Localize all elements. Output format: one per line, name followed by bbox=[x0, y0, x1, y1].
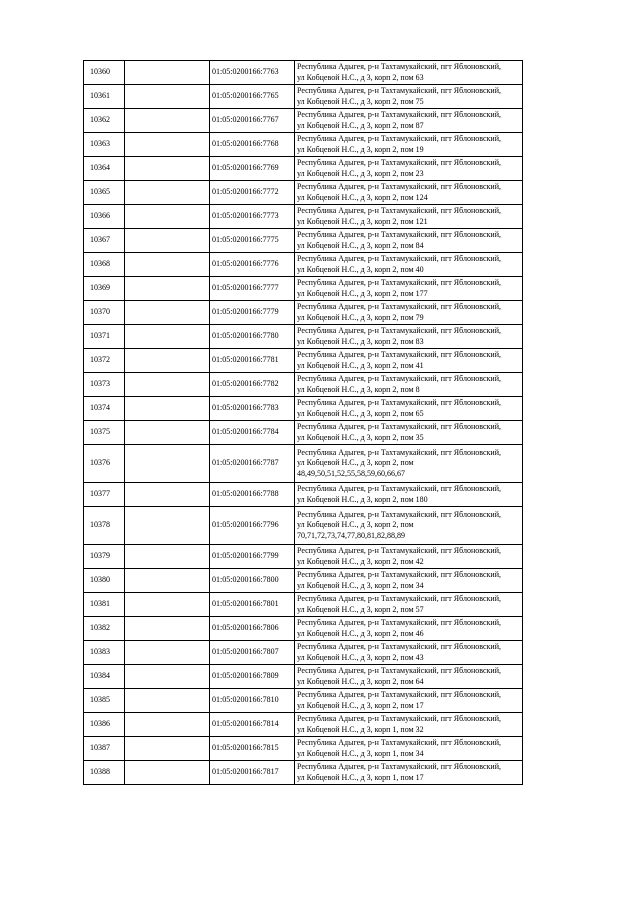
table-body bbox=[84, 61, 523, 785]
address-line: ул Кобцевой Н.С., д 3, корп 2, пом 57 bbox=[297, 604, 424, 614]
table-row bbox=[84, 617, 523, 641]
row-number: 10385 bbox=[84, 689, 125, 713]
empty-cell bbox=[125, 181, 210, 205]
cadastral-number: 01:05:0200166:7783 bbox=[210, 397, 295, 421]
row-number: 10388 bbox=[84, 761, 125, 785]
cadastral-number: 01:05:0200166:7765 bbox=[210, 85, 295, 109]
row-number: 10360 bbox=[84, 61, 125, 85]
row-number: 10363 bbox=[84, 133, 125, 157]
address-line: ул Кобцевой Н.С., д 3, корп 2, пом 23 bbox=[297, 168, 424, 178]
row-number: 10368 bbox=[84, 253, 125, 277]
address-line: ул Кобцевой Н.С., д 3, корп 2, пом 19 bbox=[297, 144, 424, 154]
address-line: ул Кобцевой Н.С., д 3, корп 2, пом bbox=[297, 458, 414, 468]
row-number: 10364 bbox=[84, 157, 125, 181]
row-number: 10367 bbox=[84, 229, 125, 253]
empty-cell bbox=[125, 277, 210, 301]
address-line: ул Кобцевой Н.С., д 3, корп 2, пом bbox=[297, 520, 414, 530]
row-number: 10377 bbox=[84, 483, 125, 507]
address-line: ул Кобцевой Н.С., д 3, корп 2, пом 43 bbox=[297, 652, 424, 662]
table-row bbox=[84, 229, 523, 253]
address-cell bbox=[295, 761, 523, 785]
table-row bbox=[84, 253, 523, 277]
address-cell bbox=[295, 85, 523, 109]
table-row bbox=[84, 483, 523, 507]
row-number: 10373 bbox=[84, 373, 125, 397]
row-number: 10380 bbox=[84, 569, 125, 593]
table-row bbox=[84, 713, 523, 737]
address-cell bbox=[295, 617, 523, 641]
address-line: ул Кобцевой Н.С., д 3, корп 2, пом 41 bbox=[297, 360, 424, 370]
row-number: 10370 bbox=[84, 301, 125, 325]
empty-cell bbox=[125, 507, 210, 545]
address-line: Республика Адыгея, р-н Тахтамукайский, пгт Яблоновский, bbox=[297, 86, 501, 95]
address-line: Республика Адыгея, р-н Тахтамукайский, пгт Яблоновский, bbox=[297, 570, 501, 579]
table-row bbox=[84, 205, 523, 229]
address-line: ул Кобцевой Н.С., д 3, корп 2, пом 177 bbox=[297, 288, 428, 298]
address-cell bbox=[295, 229, 523, 253]
address-cell bbox=[295, 713, 523, 737]
cadastral-number: 01:05:0200166:7809 bbox=[210, 665, 295, 689]
cadastral-number: 01:05:0200166:7784 bbox=[210, 421, 295, 445]
address-line: Республика Адыгея, р-н Тахтамукайский, пгт Яблоновский, bbox=[297, 326, 501, 335]
cadastral-number: 01:05:0200166:7796 bbox=[210, 507, 295, 545]
empty-cell bbox=[125, 761, 210, 785]
cadastral-number: 01:05:0200166:7800 bbox=[210, 569, 295, 593]
address-line: Республика Адыгея, р-н Тахтамукайский, пгт Яблоновский, bbox=[297, 206, 501, 215]
table-row bbox=[84, 109, 523, 133]
address-line: Республика Адыгея, р-н Тахтамукайский, пгт Яблоновский, bbox=[297, 484, 501, 493]
address-line: Республика Адыгея, р-н Тахтамукайский, пгт Яблоновский, bbox=[297, 690, 501, 699]
address-line: ул Кобцевой Н.С., д 3, корп 2, пом 121 bbox=[297, 216, 428, 226]
empty-cell bbox=[125, 373, 210, 397]
address-cell bbox=[295, 373, 523, 397]
row-number: 10372 bbox=[84, 349, 125, 373]
address-line: ул Кобцевой Н.С., д 3, корп 2, пом 8 bbox=[297, 384, 420, 394]
row-number: 10384 bbox=[84, 665, 125, 689]
address-cell bbox=[295, 109, 523, 133]
address-line: Республика Адыгея, р-н Тахтамукайский, пгт Яблоновский, bbox=[297, 738, 501, 747]
address-line: Республика Адыгея, р-н Тахтамукайский, пгт Яблоновский, bbox=[297, 254, 501, 263]
address-line: Республика Адыгея, р-н Тахтамукайский, пгт Яблоновский, bbox=[297, 642, 501, 651]
table-row bbox=[84, 761, 523, 785]
address-cell bbox=[295, 445, 523, 483]
address-line: ул Кобцевой Н.С., д 3, корп 2, пом 87 bbox=[297, 120, 424, 130]
address-line: Республика Адыгея, р-н Тахтамукайский, пгт Яблоновский, bbox=[297, 714, 501, 723]
row-number: 10369 bbox=[84, 277, 125, 301]
cadastral-number: 01:05:0200166:7768 bbox=[210, 133, 295, 157]
address-line: 48,49,50,51,52,55,58,59,60,66,67 bbox=[297, 468, 405, 478]
address-cell bbox=[295, 641, 523, 665]
address-line: Республика Адыгея, р-н Тахтамукайский, пгт Яблоновский, bbox=[297, 278, 501, 287]
empty-cell bbox=[125, 253, 210, 277]
address-cell bbox=[295, 61, 523, 85]
cadastral-number: 01:05:0200166:7817 bbox=[210, 761, 295, 785]
address-line: Республика Адыгея, р-н Тахтамукайский, пгт Яблоновский, bbox=[297, 666, 501, 675]
table-row bbox=[84, 325, 523, 349]
cadastral-number: 01:05:0200166:7776 bbox=[210, 253, 295, 277]
row-number: 10376 bbox=[84, 445, 125, 483]
property-table bbox=[83, 60, 523, 785]
table-row bbox=[84, 593, 523, 617]
address-cell bbox=[295, 181, 523, 205]
address-line: Республика Адыгея, р-н Тахтамукайский, пгт Яблоновский, bbox=[297, 350, 501, 359]
address-line: ул Кобцевой Н.С., д 3, корп 1, пом 17 bbox=[297, 772, 424, 782]
row-number: 10379 bbox=[84, 545, 125, 569]
empty-cell bbox=[125, 569, 210, 593]
row-number: 10365 bbox=[84, 181, 125, 205]
empty-cell bbox=[125, 593, 210, 617]
address-line: ул Кобцевой Н.С., д 3, корп 2, пом 46 bbox=[297, 628, 424, 638]
table-row bbox=[84, 545, 523, 569]
table-row bbox=[84, 569, 523, 593]
address-line: Республика Адыгея, р-н Тахтамукайский, пгт Яблоновский, bbox=[297, 618, 501, 627]
address-line: ул Кобцевой Н.С., д 3, корп 1, пом 34 bbox=[297, 748, 424, 758]
empty-cell bbox=[125, 133, 210, 157]
address-line: ул Кобцевой Н.С., д 3, корп 2, пом 79 bbox=[297, 312, 424, 322]
address-line: Республика Адыгея, р-н Тахтамукайский, пгт Яблоновский, bbox=[297, 447, 501, 457]
empty-cell bbox=[125, 61, 210, 85]
table-row bbox=[84, 445, 523, 483]
row-number: 10378 bbox=[84, 507, 125, 545]
row-number: 10383 bbox=[84, 641, 125, 665]
cadastral-number: 01:05:0200166:7763 bbox=[210, 61, 295, 85]
address-line: ул Кобцевой Н.С., д 3, корп 2, пом 83 bbox=[297, 336, 424, 346]
empty-cell bbox=[125, 665, 210, 689]
cadastral-number: 01:05:0200166:7769 bbox=[210, 157, 295, 181]
address-line: ул Кобцевой Н.С., д 3, корп 2, пом 64 bbox=[297, 676, 424, 686]
address-cell bbox=[295, 133, 523, 157]
table-row bbox=[84, 421, 523, 445]
empty-cell bbox=[125, 325, 210, 349]
address-cell bbox=[295, 349, 523, 373]
row-number: 10387 bbox=[84, 737, 125, 761]
address-line: Республика Адыгея, р-н Тахтамукайский, пгт Яблоновский, bbox=[297, 110, 501, 119]
address-cell bbox=[295, 157, 523, 181]
cadastral-number: 01:05:0200166:7777 bbox=[210, 277, 295, 301]
address-line: ул Кобцевой Н.С., д 3, корп 2, пом 180 bbox=[297, 494, 428, 504]
row-number: 10386 bbox=[84, 713, 125, 737]
empty-cell bbox=[125, 737, 210, 761]
address-line: 70,71,72,73,74,77,80,81,82,88,89 bbox=[297, 530, 405, 540]
table-row bbox=[84, 133, 523, 157]
empty-cell bbox=[125, 617, 210, 641]
address-line: ул Кобцевой Н.С., д 3, корп 1, пом 32 bbox=[297, 724, 424, 734]
empty-cell bbox=[125, 109, 210, 133]
empty-cell bbox=[125, 301, 210, 325]
address-cell bbox=[295, 737, 523, 761]
table-row bbox=[84, 85, 523, 109]
address-line: Республика Адыгея, р-н Тахтамукайский, пгт Яблоновский, bbox=[297, 230, 501, 239]
table-row bbox=[84, 689, 523, 713]
address-line: ул Кобцевой Н.С., д 3, корп 2, пом 63 bbox=[297, 72, 424, 82]
address-line: ул Кобцевой Н.С., д 3, корп 2, пом 65 bbox=[297, 408, 424, 418]
address-cell bbox=[295, 593, 523, 617]
address-line: Республика Адыгея, р-н Тахтамукайский, пгт Яблоновский, bbox=[297, 509, 501, 519]
table-row bbox=[84, 507, 523, 545]
table-row bbox=[84, 349, 523, 373]
address-cell bbox=[295, 507, 523, 545]
address-line: Республика Адыгея, р-н Тахтамукайский, пгт Яблоновский, bbox=[297, 762, 501, 771]
cadastral-number: 01:05:0200166:7767 bbox=[210, 109, 295, 133]
table-row bbox=[84, 61, 523, 85]
empty-cell bbox=[125, 397, 210, 421]
address-line: ул Кобцевой Н.С., д 3, корп 2, пом 75 bbox=[297, 96, 424, 106]
address-line: Республика Адыгея, р-н Тахтамукайский, пгт Яблоновский, bbox=[297, 302, 501, 311]
row-number: 10371 bbox=[84, 325, 125, 349]
table-row bbox=[84, 157, 523, 181]
cadastral-number: 01:05:0200166:7788 bbox=[210, 483, 295, 507]
table-row bbox=[84, 665, 523, 689]
address-line: Республика Адыгея, р-н Тахтамукайский, пгт Яблоновский, bbox=[297, 546, 501, 555]
empty-cell bbox=[125, 445, 210, 483]
cadastral-number: 01:05:0200166:7779 bbox=[210, 301, 295, 325]
address-line: Республика Адыгея, р-н Тахтамукайский, пгт Яблоновский, bbox=[297, 422, 501, 431]
address-line: Республика Адыгея, р-н Тахтамукайский, пгт Яблоновский, bbox=[297, 594, 501, 603]
address-cell bbox=[295, 569, 523, 593]
table-row bbox=[84, 277, 523, 301]
address-line: Республика Адыгея, р-н Тахтамукайский, пгт Яблоновский, bbox=[297, 182, 501, 191]
empty-cell bbox=[125, 689, 210, 713]
empty-cell bbox=[125, 85, 210, 109]
row-number: 10374 bbox=[84, 397, 125, 421]
empty-cell bbox=[125, 545, 210, 569]
empty-cell bbox=[125, 157, 210, 181]
row-number: 10375 bbox=[84, 421, 125, 445]
address-cell bbox=[295, 665, 523, 689]
address-line: Республика Адыгея, р-н Тахтамукайский, пгт Яблоновский, bbox=[297, 374, 501, 383]
table-row bbox=[84, 373, 523, 397]
empty-cell bbox=[125, 229, 210, 253]
cadastral-number: 01:05:0200166:7781 bbox=[210, 349, 295, 373]
table-row bbox=[84, 181, 523, 205]
address-cell bbox=[295, 301, 523, 325]
table-row bbox=[84, 397, 523, 421]
address-line: Республика Адыгея, р-н Тахтамукайский, пгт Яблоновский, bbox=[297, 398, 501, 407]
row-number: 10366 bbox=[84, 205, 125, 229]
cadastral-number: 01:05:0200166:7815 bbox=[210, 737, 295, 761]
empty-cell bbox=[125, 713, 210, 737]
empty-cell bbox=[125, 483, 210, 507]
row-number: 10361 bbox=[84, 85, 125, 109]
cadastral-number: 01:05:0200166:7799 bbox=[210, 545, 295, 569]
address-line: Республика Адыгея, р-н Тахтамукайский, пгт Яблоновский, bbox=[297, 62, 501, 71]
address-line: ул Кобцевой Н.С., д 3, корп 2, пом 35 bbox=[297, 432, 424, 442]
cadastral-number: 01:05:0200166:7810 bbox=[210, 689, 295, 713]
row-number: 10381 bbox=[84, 593, 125, 617]
address-line: ул Кобцевой Н.С., д 3, корп 2, пом 124 bbox=[297, 192, 428, 202]
row-number: 10382 bbox=[84, 617, 125, 641]
address-cell bbox=[295, 421, 523, 445]
cadastral-number: 01:05:0200166:7806 bbox=[210, 617, 295, 641]
address-cell bbox=[295, 325, 523, 349]
cadastral-number: 01:05:0200166:7782 bbox=[210, 373, 295, 397]
address-cell bbox=[295, 205, 523, 229]
row-number: 10362 bbox=[84, 109, 125, 133]
address-cell bbox=[295, 545, 523, 569]
address-cell bbox=[295, 689, 523, 713]
address-line: Республика Адыгея, р-н Тахтамукайский, пгт Яблоновский, bbox=[297, 158, 501, 167]
cadastral-number: 01:05:0200166:7773 bbox=[210, 205, 295, 229]
table-row bbox=[84, 301, 523, 325]
address-line: ул Кобцевой Н.С., д 3, корп 2, пом 42 bbox=[297, 556, 424, 566]
address-line: ул Кобцевой Н.С., д 3, корп 2, пом 17 bbox=[297, 700, 424, 710]
empty-cell bbox=[125, 205, 210, 229]
address-cell bbox=[295, 483, 523, 507]
cadastral-number: 01:05:0200166:7780 bbox=[210, 325, 295, 349]
empty-cell bbox=[125, 641, 210, 665]
address-line: ул Кобцевой Н.С., д 3, корп 2, пом 84 bbox=[297, 240, 424, 250]
cadastral-number: 01:05:0200166:7807 bbox=[210, 641, 295, 665]
cadastral-number: 01:05:0200166:7801 bbox=[210, 593, 295, 617]
address-line: ул Кобцевой Н.С., д 3, корп 2, пом 34 bbox=[297, 580, 424, 590]
address-cell bbox=[295, 277, 523, 301]
table-row bbox=[84, 737, 523, 761]
address-line: ул Кобцевой Н.С., д 3, корп 2, пом 40 bbox=[297, 264, 424, 274]
cadastral-number: 01:05:0200166:7775 bbox=[210, 229, 295, 253]
address-cell bbox=[295, 253, 523, 277]
table-row bbox=[84, 641, 523, 665]
empty-cell bbox=[125, 349, 210, 373]
cadastral-number: 01:05:0200166:7787 bbox=[210, 445, 295, 483]
address-line: Республика Адыгея, р-н Тахтамукайский, пгт Яблоновский, bbox=[297, 134, 501, 143]
cadastral-number: 01:05:0200166:7772 bbox=[210, 181, 295, 205]
cadastral-number: 01:05:0200166:7814 bbox=[210, 713, 295, 737]
empty-cell bbox=[125, 421, 210, 445]
address-cell bbox=[295, 397, 523, 421]
